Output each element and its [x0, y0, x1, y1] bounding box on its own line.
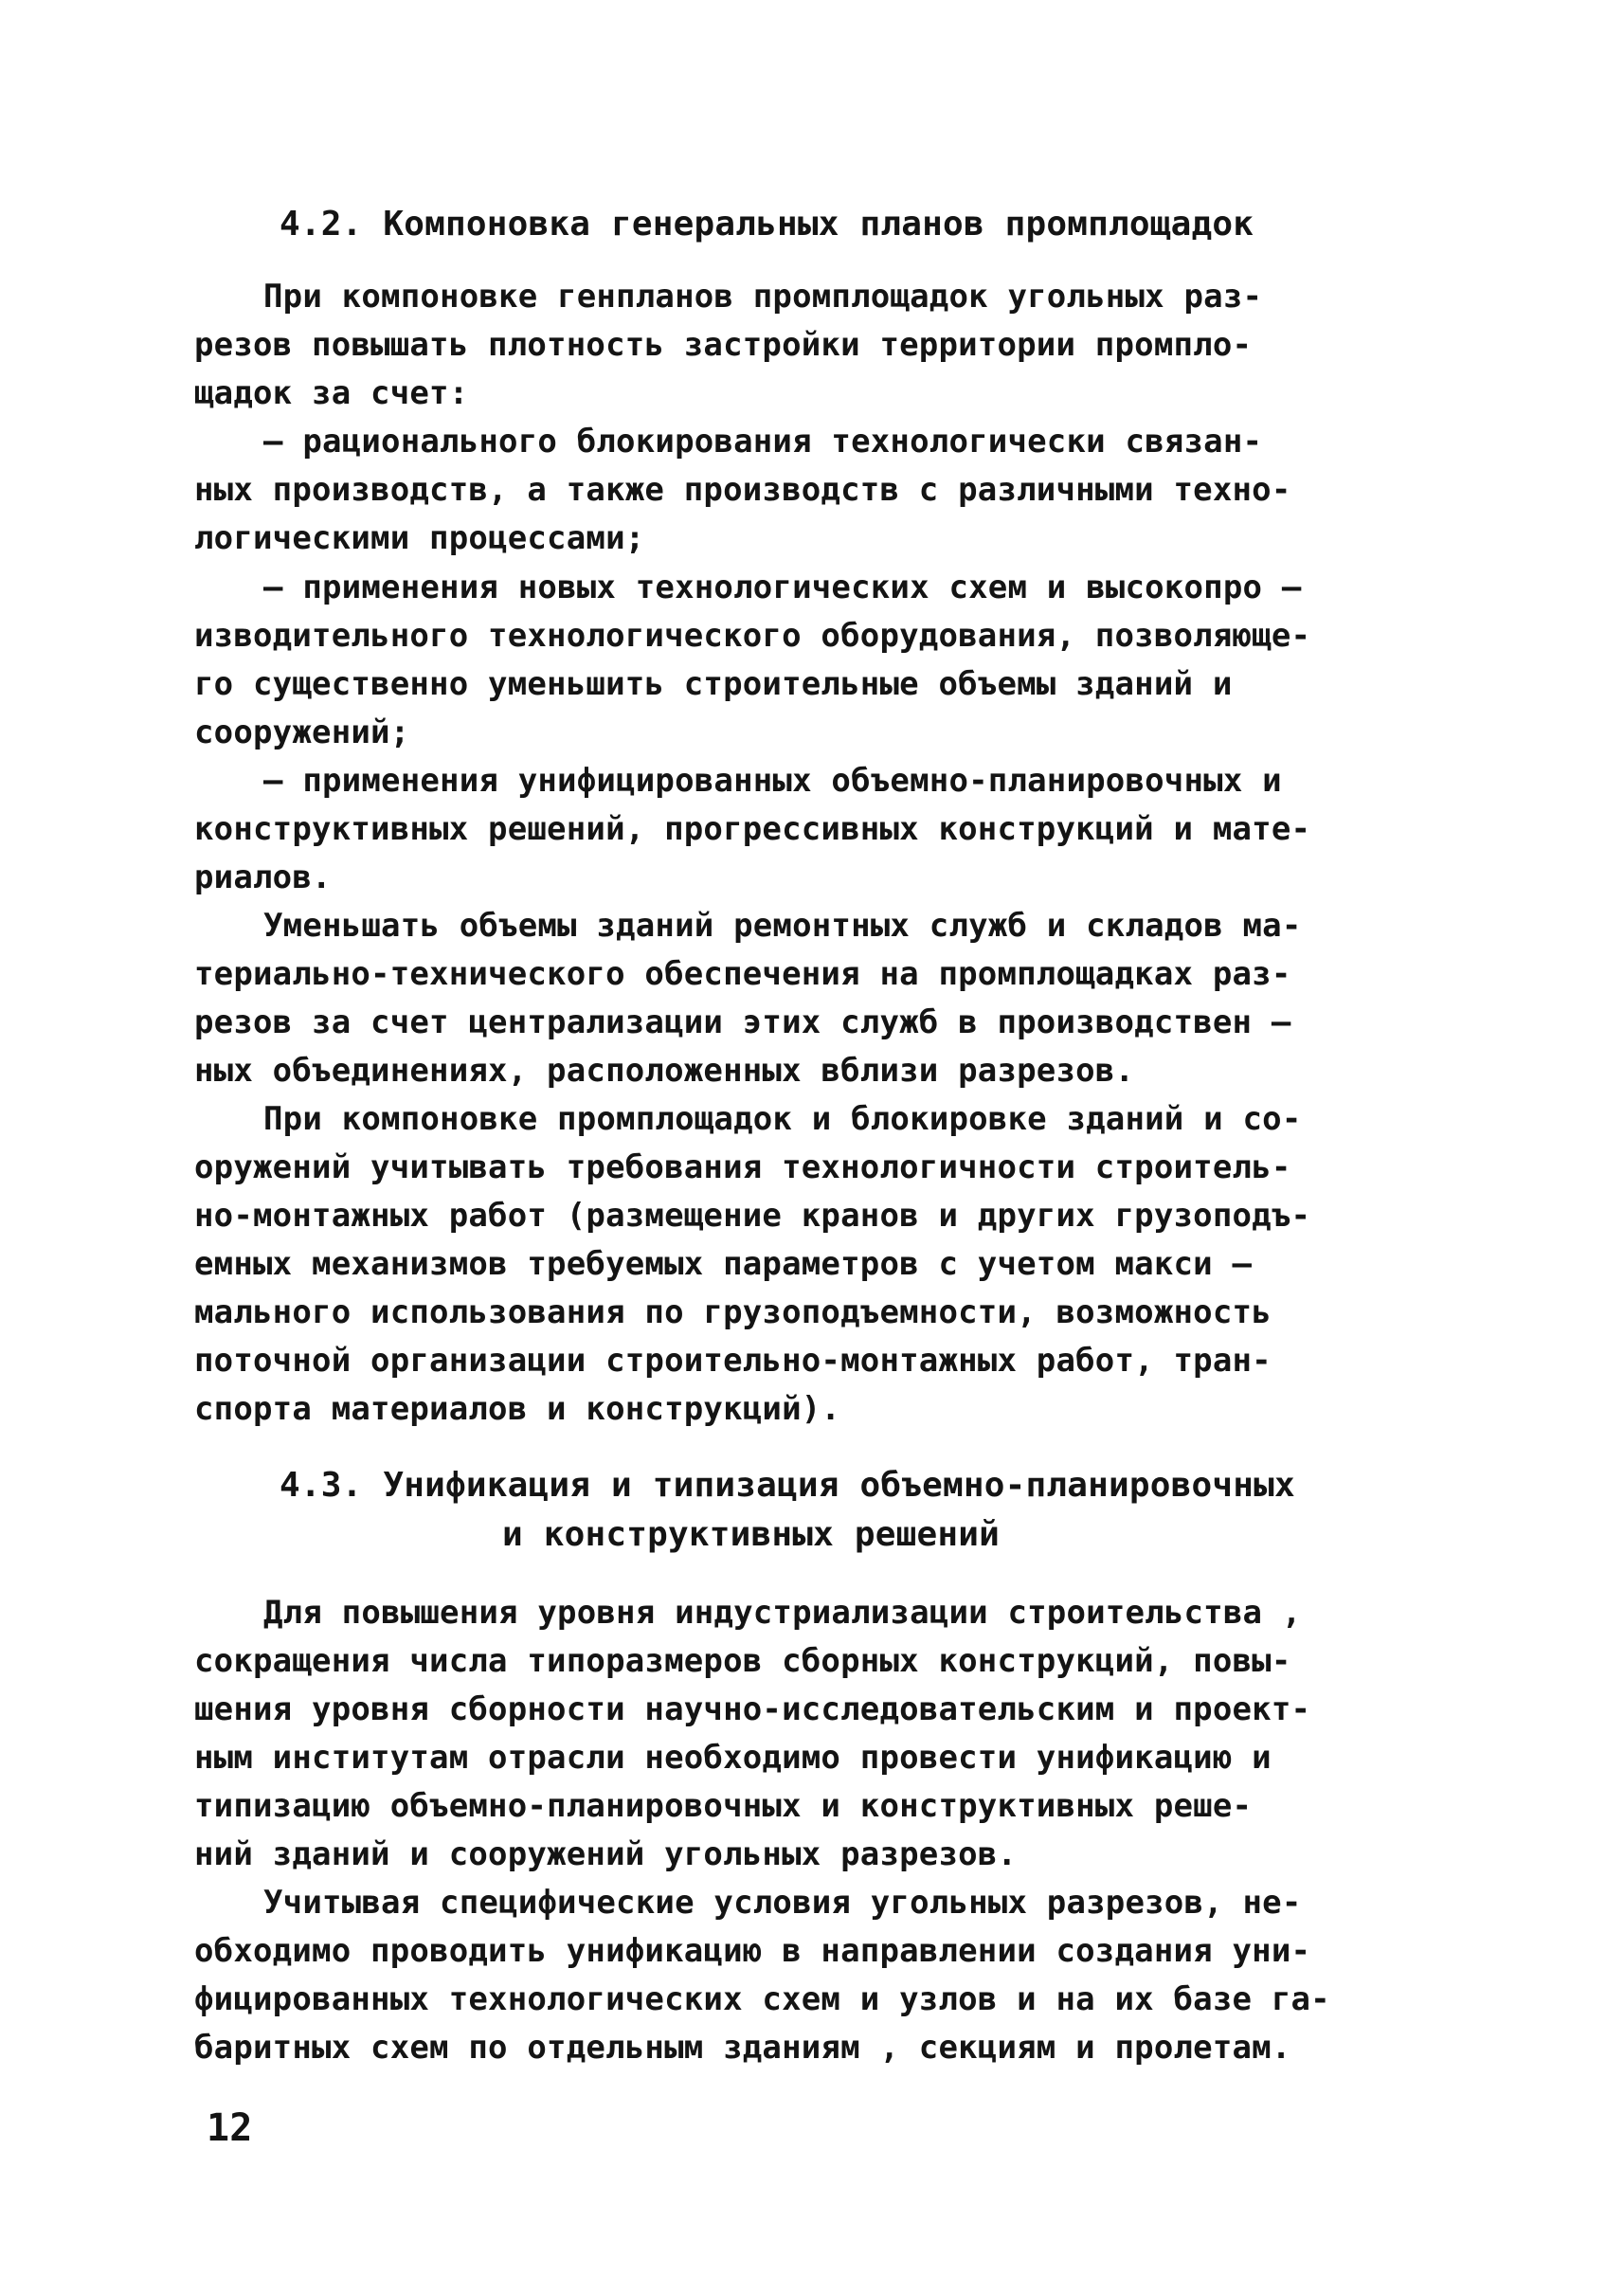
paragraph-line: оружений учитывать требования технологичности строитель-	[194, 1148, 1291, 1186]
paragraph-line: сооружений;	[194, 713, 410, 751]
paragraph-line: поточной организации строительно-монтажных работ, тран-	[194, 1342, 1272, 1380]
paragraph-line: обходимо проводить унификацию в направлении создания уни-	[194, 1932, 1311, 1970]
section-heading-4-3-line-2: и конструктивных решений	[502, 1515, 1000, 1554]
paragraph-line: – рационального блокирования технологически связан-	[263, 423, 1263, 461]
paragraph-line: При компоновке генпланов промплощадок угольных раз-	[263, 278, 1263, 316]
paragraph-line: – применения унифицированных объемно-планировочных и	[263, 762, 1282, 800]
paragraph-line: ным институтам отрасли необходимо провести унификацию и	[194, 1739, 1272, 1777]
paragraph-line: типизацию объемно-планировочных и конструктивных реше-	[194, 1787, 1253, 1825]
paragraph-line: но-монтажных работ (размещение кранов и других грузоподъ-	[194, 1197, 1311, 1235]
section-heading-4-2: 4.2. Компоновка генеральных планов промплощадок	[280, 205, 1254, 244]
paragraph-line: риалов.	[194, 858, 332, 896]
paragraph-line: Для повышения уровня индустриализации строительства ,	[263, 1594, 1302, 1632]
paragraph-line: резов за счет централизации этих служб в производствен –	[194, 1003, 1291, 1041]
paragraph-line: ний зданий и сооружений угольных разрезов.	[194, 1835, 1018, 1873]
paragraph-line: При компоновке промплощадок и блокировке зданий и со-	[263, 1100, 1302, 1138]
paragraph-line: сокращения числа типоразмеров сборных конструкций, повы-	[194, 1642, 1291, 1680]
paragraph-line: го существенно уменьшить строительные объемы зданий и	[194, 665, 1233, 703]
paragraph-line: фицированных технологических схем и узлов и на их базе га-	[194, 1980, 1330, 2018]
section-heading-4-3: 4.3. Унификация и типизация объемно-планировочных	[280, 1466, 1295, 1505]
paragraph-line: Учитывая специфические условия угольных разрезов, не-	[263, 1884, 1302, 1922]
paragraph-line: конструктивных решений, прогрессивных конструкций и мате-	[194, 810, 1311, 848]
paragraph-line: – применения новых технологических схем и высокопро –	[263, 569, 1302, 606]
paragraph-line: щадок за счет:	[194, 374, 469, 412]
paragraph-line: емных механизмов требуемых параметров с учетом макси –	[194, 1245, 1253, 1283]
paragraph-line: спорта материалов и конструкций).	[194, 1390, 841, 1428]
paragraph-line: логическими процессами;	[194, 519, 645, 557]
paragraph-line: мального использования по грузоподъемности, возможность	[194, 1293, 1272, 1331]
paragraph-line: шения уровня сборности научно-исследовательским и проект-	[194, 1690, 1311, 1728]
page-number: 12	[207, 2106, 253, 2150]
paragraph-line: териально-технического обеспечения на промплощадках раз-	[194, 955, 1291, 993]
paragraph-line: Уменьшать объемы зданий ремонтных служб и складов ма-	[263, 907, 1302, 945]
paragraph-line: изводительного технологического оборудования, позволяюще-	[194, 617, 1311, 655]
paragraph-line: резов повышать плотность застройки территории промпло-	[194, 326, 1253, 364]
paragraph-line: ных производств, а также производств с различными техно-	[194, 471, 1291, 509]
paragraph-line: баритных схем по отдельным зданиям , секциям и пролетам.	[194, 2029, 1291, 2067]
paragraph-line: ных объединениях, расположенных вблизи разрезов.	[194, 1052, 1135, 1090]
